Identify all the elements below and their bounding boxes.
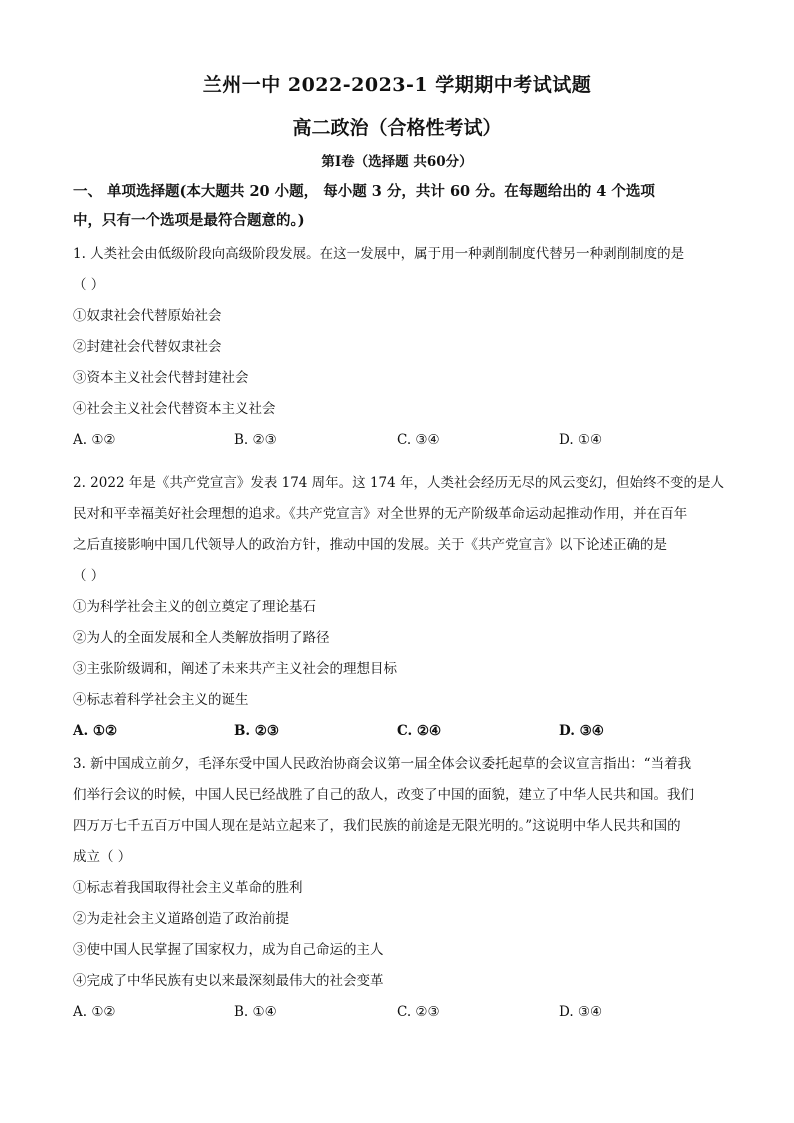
question-1-stem: 1. 人类社会由低级阶段向高级阶段发展。在这一发展中，属于用一种剥削制度代替另一种剥削制度的是 — [73, 246, 685, 262]
question-2-stem: 2. 2022 年是《共产党宣言》发表 174 周年。这 174 年，人类社会经历无尽的风云变幻，但始终不变的是人 — [73, 475, 725, 491]
question-3-statement: ④完成了中华民族有史以来最深刻最伟大的社会变革 — [73, 973, 384, 989]
question-3-stem: 四万万七千五百万中国人现在是站立起来了，我们民族的前途是无限光明的。”这说明中华人民共和国的 — [73, 818, 681, 834]
section-heading-line1: 一、 单项选择题(本大题共 20 小题， 每小题 3 分，共计 60 分。在每题给出的 4 个选项 — [73, 183, 655, 200]
exam-subtitle: 高二政治（合格性考试） — [292, 117, 502, 139]
question-2-statement: ①为科学社会主义的创立奠定了理论基石 — [73, 599, 316, 615]
question-2-stem: 之后直接影响中国几代领导人的政治方针，推动中国的发展。关于《共产党宣言》以下论述正确的是 — [73, 537, 667, 553]
question-2-stem: 民对和平幸福美好社会理想的追求。《共产党宣言》对全世界的无产阶级革命运动起推动作用，并在百年 — [73, 506, 688, 522]
section-heading-line2: 中，只有一个选项是最符合题意的。) — [73, 212, 305, 229]
question-1-statement: ②封建社会代替奴隶社会 — [73, 339, 222, 355]
question-2-option-a[interactable]: A. ①② — [73, 723, 118, 739]
question-3-option-d[interactable]: D. ③④ — [559, 1004, 603, 1020]
question-1-statement: ④社会主义社会代替资本主义社会 — [73, 401, 276, 417]
question-2-option-d[interactable]: D. ③④ — [559, 723, 604, 739]
question-3-stem: 成立（ ） — [73, 849, 132, 865]
part-heading: 第Ⅰ卷（选择题 共60分） — [321, 154, 473, 170]
question-1-option-a[interactable]: A. ①② — [73, 432, 116, 448]
question-2-option-c[interactable]: C. ②④ — [397, 723, 442, 739]
question-3-stem: 们举行会议的时候，中国人民已经战胜了自己的敌人，改变了中国的面貌，建立了中华人民共和国。我们 — [73, 787, 694, 803]
question-1-option-b[interactable]: B. ②③ — [234, 432, 277, 448]
exam-title: 兰州一中 2022-2023-1 学期期中考试试题 — [202, 74, 592, 96]
question-2-stem: （ ） — [73, 568, 105, 584]
question-1-option-c[interactable]: C. ③④ — [397, 432, 440, 448]
question-3-statement: ③使中国人民掌握了国家权力，成为自己命运的主人 — [73, 942, 384, 958]
question-3-option-b[interactable]: B. ①④ — [234, 1004, 277, 1020]
question-1-statement: ①奴隶社会代替原始社会 — [73, 308, 222, 324]
question-2-option-b[interactable]: B. ②③ — [234, 723, 280, 739]
question-3-statement: ②为走社会主义道路创造了政治前提 — [73, 911, 289, 927]
question-1-stem: （ ） — [73, 277, 105, 293]
question-3-option-c[interactable]: C. ②③ — [397, 1004, 440, 1020]
question-2-statement: ③主张阶级调和，阐述了未来共产主义社会的理想目标 — [73, 661, 397, 677]
question-1-statement: ③资本主义社会代替封建社会 — [73, 370, 249, 386]
question-2-statement: ②为人的全面发展和全人类解放指明了路径 — [73, 630, 330, 646]
question-3-option-a[interactable]: A. ①② — [73, 1004, 116, 1020]
question-2-statement: ④标志着科学社会主义的诞生 — [73, 692, 249, 708]
question-3-stem: 3. 新中国成立前夕，毛泽东受中国人民政治协商会议第一届全体会议委托起草的会议宣言指出：“当着我 — [73, 756, 692, 772]
question-3-statement: ①标志着我国取得社会主义革命的胜利 — [73, 880, 303, 896]
question-1-option-d[interactable]: D. ①④ — [559, 432, 603, 448]
